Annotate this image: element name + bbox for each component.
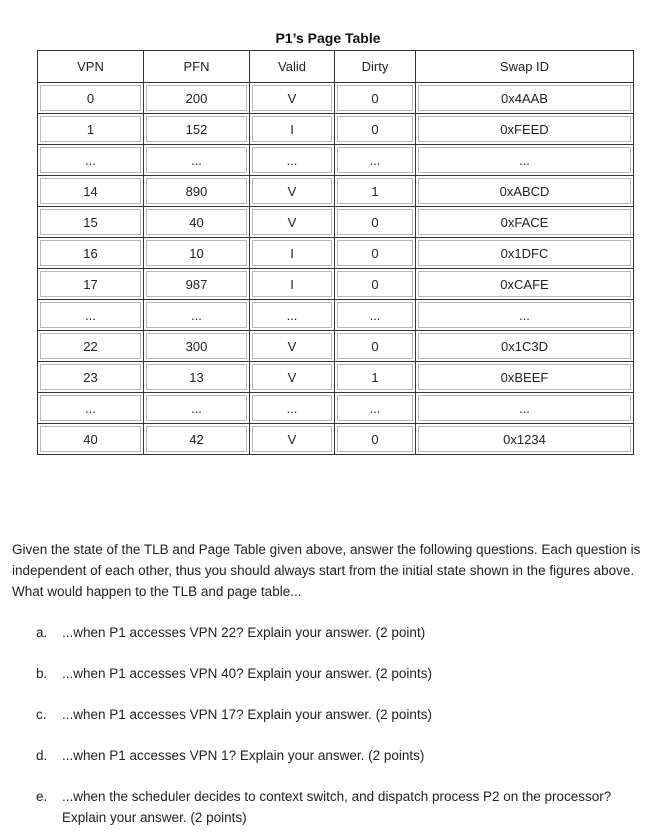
table-body: [38, 83, 634, 455]
question-letter: e.: [36, 789, 48, 804]
cell-dirty: 0: [335, 207, 416, 238]
cell-swap-id: 0xBEEF: [416, 362, 634, 393]
cell-dirty: 0: [335, 114, 416, 145]
cell-dirty: 0: [335, 83, 416, 114]
cell-dirty: ...: [335, 145, 416, 176]
question-text: ...when P1 accesses VPN 22? Explain your answer. (2 point): [62, 625, 426, 640]
question-text: ...when P1 accesses VPN 40? Explain your answer. (2 points): [62, 666, 432, 681]
question-text: ...when P1 accesses VPN 17? Explain your answer. (2 points): [62, 707, 432, 722]
table-header-row: [38, 51, 634, 83]
cell-valid: I: [250, 238, 335, 269]
cell-dirty: 0: [335, 269, 416, 300]
cell-swap-id: ...: [416, 145, 634, 176]
cell-pfn: 300: [144, 331, 250, 362]
cell-swap-id: 0xABCD: [416, 176, 634, 207]
table-row: [38, 362, 634, 393]
cell-dirty: ...: [335, 393, 416, 424]
cell-vpn: 15: [38, 207, 144, 238]
cell-swap-id: ...: [416, 300, 634, 331]
cell-valid: ...: [250, 300, 335, 331]
table-row: [38, 424, 634, 455]
cell-vpn: 22: [38, 331, 144, 362]
header-dirty: Dirty: [335, 51, 416, 83]
cell-swap-id: 0x1234: [416, 424, 634, 455]
cell-valid: V: [250, 83, 335, 114]
cell-dirty: 1: [335, 362, 416, 393]
cell-pfn: 987: [144, 269, 250, 300]
cell-valid: I: [250, 114, 335, 145]
cell-pfn: 152: [144, 114, 250, 145]
cell-pfn: ...: [144, 300, 250, 331]
page-table: [37, 50, 634, 455]
cell-valid: V: [250, 362, 335, 393]
question-letter: b.: [36, 666, 48, 681]
cell-pfn: 13: [144, 362, 250, 393]
cell-pfn: ...: [144, 145, 250, 176]
cell-pfn: ...: [144, 393, 250, 424]
cell-swap-id: 0x1DFC: [416, 238, 634, 269]
table-row: [38, 269, 634, 300]
question-text: ...when the scheduler decides to context switch, and dispatch process P2 on the processor? Explain your answer. (2 points): [62, 789, 612, 825]
cell-valid: ...: [250, 393, 335, 424]
instructions-paragraph: Given the state of the TLB and Page Table given above, answer the following questions. Each question is independent of each other, thus you should always start from the initial state shown in the figures above. What would happen to the TLB and page table...: [12, 542, 641, 599]
question-letter: a.: [36, 625, 48, 640]
page-table-title: P1’s Page Table: [275, 30, 381, 46]
cell-valid: ...: [250, 145, 335, 176]
cell-swap-id: 0xFACE: [416, 207, 634, 238]
table-row: [38, 207, 634, 238]
cell-vpn: 14: [38, 176, 144, 207]
cell-vpn: 0: [38, 83, 144, 114]
cell-valid: V: [250, 176, 335, 207]
table-row: [38, 331, 634, 362]
header-pfn: PFN: [144, 51, 250, 83]
question-text: ...when P1 accesses VPN 1? Explain your answer. (2 points): [62, 748, 425, 763]
header-vpn: VPN: [38, 51, 144, 83]
cell-vpn: ...: [38, 300, 144, 331]
cell-swap-id: 0xCAFE: [416, 269, 634, 300]
cell-valid: V: [250, 331, 335, 362]
cell-vpn: 40: [38, 424, 144, 455]
question-letter: c.: [36, 707, 47, 722]
cell-dirty: 0: [335, 424, 416, 455]
cell-valid: I: [250, 269, 335, 300]
header-valid: Valid: [250, 51, 335, 83]
table-row: [38, 176, 634, 207]
table-row: [38, 238, 634, 269]
cell-pfn: 890: [144, 176, 250, 207]
table-row: [38, 300, 634, 331]
cell-pfn: 10: [144, 238, 250, 269]
cell-swap-id: 0x1C3D: [416, 331, 634, 362]
header-swap-id: Swap ID: [416, 51, 634, 83]
cell-dirty: 0: [335, 238, 416, 269]
cell-swap-id: ...: [416, 393, 634, 424]
cell-vpn: ...: [38, 393, 144, 424]
cell-vpn: 23: [38, 362, 144, 393]
table-row: [38, 393, 634, 424]
table-row: [38, 145, 634, 176]
cell-swap-id: 0x4AAB: [416, 83, 634, 114]
cell-valid: V: [250, 207, 335, 238]
cell-vpn: ...: [38, 145, 144, 176]
cell-vpn: 16: [38, 238, 144, 269]
cell-dirty: ...: [335, 300, 416, 331]
cell-pfn: 42: [144, 424, 250, 455]
table-row: [38, 83, 634, 114]
question-letter: d.: [36, 748, 48, 763]
cell-vpn: 1: [38, 114, 144, 145]
cell-pfn: 40: [144, 207, 250, 238]
cell-swap-id: 0xFEED: [416, 114, 634, 145]
cell-dirty: 1: [335, 176, 416, 207]
cell-dirty: 0: [335, 331, 416, 362]
cell-valid: V: [250, 424, 335, 455]
table-row: [38, 114, 634, 145]
cell-vpn: 17: [38, 269, 144, 300]
cell-pfn: 200: [144, 83, 250, 114]
